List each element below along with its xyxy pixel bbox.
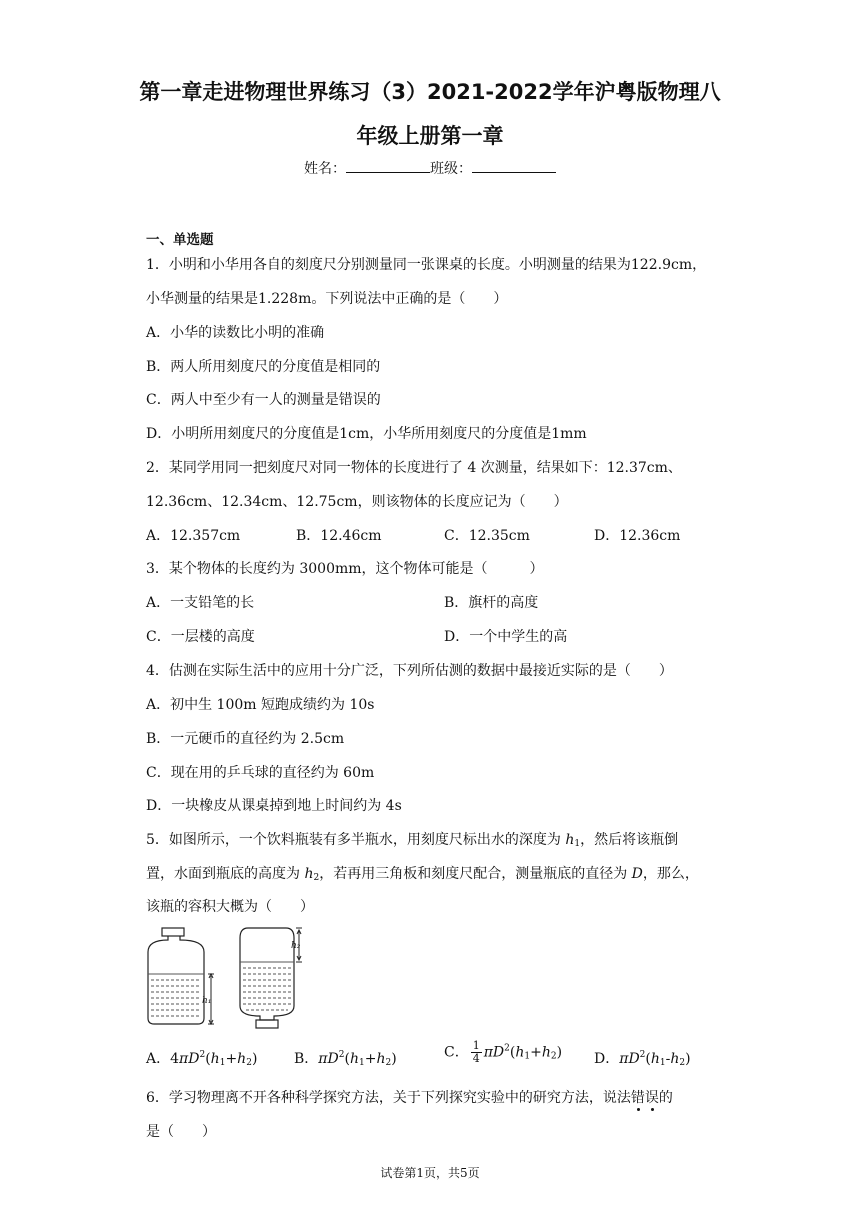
upright-bottle-water — [148, 974, 204, 1016]
q4-option-c[interactable]: C．现在用的乒乓球的直径约为 60m — [146, 765, 375, 781]
q4-option-d[interactable]: D．一块橡皮从课桌掉到地上时间约为 4s — [146, 798, 402, 814]
q6-stem-line-1: 6．学习物理离不开各种科学探究方法，关于下列探究实验中的研究方法，说法错误的 — [146, 1090, 673, 1106]
name-label: 姓名： — [304, 161, 346, 177]
q5-stem-line-2: 置，水面到瓶底的高度为 $h_2$，若再用三角板和刻度尺配合，测量瓶底的直径为 D，那么， — [146, 866, 699, 883]
q3-option-a[interactable]: A．一支铅笔的长 — [146, 595, 255, 611]
q5-stem-line-3: 该瓶的容积大概为（ ） — [146, 899, 314, 915]
q1-option-a[interactable]: A．小华的读数比小明的准确 — [146, 325, 325, 341]
page-title-line-2: 年级上册第一章 — [356, 124, 504, 148]
q1-stem-line-2: 小华测量的结果是1.228m。下列说法中正确的是（ ） — [146, 291, 508, 307]
class-label: 班级： — [430, 161, 472, 177]
q4-option-a[interactable]: A．初中生 100m 短跑成绩约为 10s — [146, 697, 375, 713]
q1-option-c[interactable]: C．两人中至少有一人的测量是错误的 — [146, 392, 381, 408]
q5-option-b[interactable]: B．$\pi D^2(h_1+h_2)$ — [294, 1050, 397, 1068]
h1-label: h₁ — [202, 996, 212, 1006]
q2-option-c[interactable]: C．12.35cm — [444, 528, 530, 544]
inverted-bottle-water — [240, 962, 294, 1010]
upright-bottle-cap — [162, 928, 184, 936]
q3-stem: 3．某个物体的长度约为 3000mm，这个物体可能是（ ） — [146, 561, 544, 577]
q1-stem-line-1: 1．小明和小华用各自的刻度尺分别测量同一张课桌的长度。小明测量的结果为122.9cm， — [146, 257, 707, 273]
student-info — [0, 158, 860, 178]
inverted-bottle — [240, 928, 294, 1028]
q3-option-d[interactable]: D．一个中学生的高 — [444, 629, 568, 645]
q2-stem-line-2: 12.36cm、12.34cm、12.75cm，则该物体的长度应记为（ ） — [146, 494, 568, 510]
q2-stem-line-1: 2．某同学用同一把刻度尺对同一物体的长度进行了 4 次测量，结果如下：12.37cm、 — [146, 460, 682, 476]
q1-option-d[interactable]: D．小明所用刻度尺的分度值是1cm，小华所用刻度尺的分度值是1mm — [146, 426, 587, 442]
emphasis-char: 错 — [630, 1090, 645, 1106]
class-blank[interactable] — [472, 160, 556, 173]
q2-option-a[interactable]: A．12.357cm — [146, 528, 241, 544]
q3-option-b[interactable]: B．旗杆的高度 — [444, 595, 539, 611]
q3-option-c[interactable]: C．一层楼的高度 — [146, 629, 255, 645]
page-footer: 试卷第1页，共5页 — [380, 1166, 480, 1180]
inverted-bottle-cap — [256, 1020, 278, 1028]
name-blank[interactable] — [346, 160, 430, 173]
bottle-figure — [140, 926, 330, 1036]
page-title-line-1: 第一章走进物理世界练习（3）2021-2022学年沪粤版物理八 — [139, 80, 721, 104]
q2-option-d[interactable]: D．12.36cm — [594, 528, 681, 544]
fraction-one-quarter: $\frac{1}{4}$ — [472, 1039, 480, 1065]
q4-stem: 4．估测在实际生活中的应用十分广泛，下列所估测的数据中最接近实际的是（ ） — [146, 663, 673, 679]
q5-option-c[interactable]: C． $\frac{1}{4}$ $\pi D^2(h_1+h_2)$ — [444, 1039, 563, 1065]
q6-stem-line-2: 是（ ） — [146, 1124, 216, 1140]
emphasis-char: 误 — [644, 1090, 659, 1106]
q2-option-b[interactable]: B．12.46cm — [296, 528, 382, 544]
h2-label: h₂ — [291, 941, 301, 951]
q1-option-b[interactable]: B．两人所用刻度尺的分度值是相同的 — [146, 359, 381, 375]
q4-option-b[interactable]: B．一元硬币的直径约为 2.5cm — [146, 731, 345, 747]
q5-stem-line-1: 5．如图所示，一个饮料瓶装有多半瓶水，用刻度尺标出水的深度为 $h_1$，然后将该瓶倒 — [146, 832, 679, 849]
q5-option-a[interactable]: A．$4\pi D^2(h_1+h_2)$ — [146, 1050, 258, 1068]
section-heading: 一、单选题 — [146, 232, 214, 248]
q5-option-d[interactable]: D．$\pi D^2(h_1-h_2)$ — [594, 1050, 691, 1068]
